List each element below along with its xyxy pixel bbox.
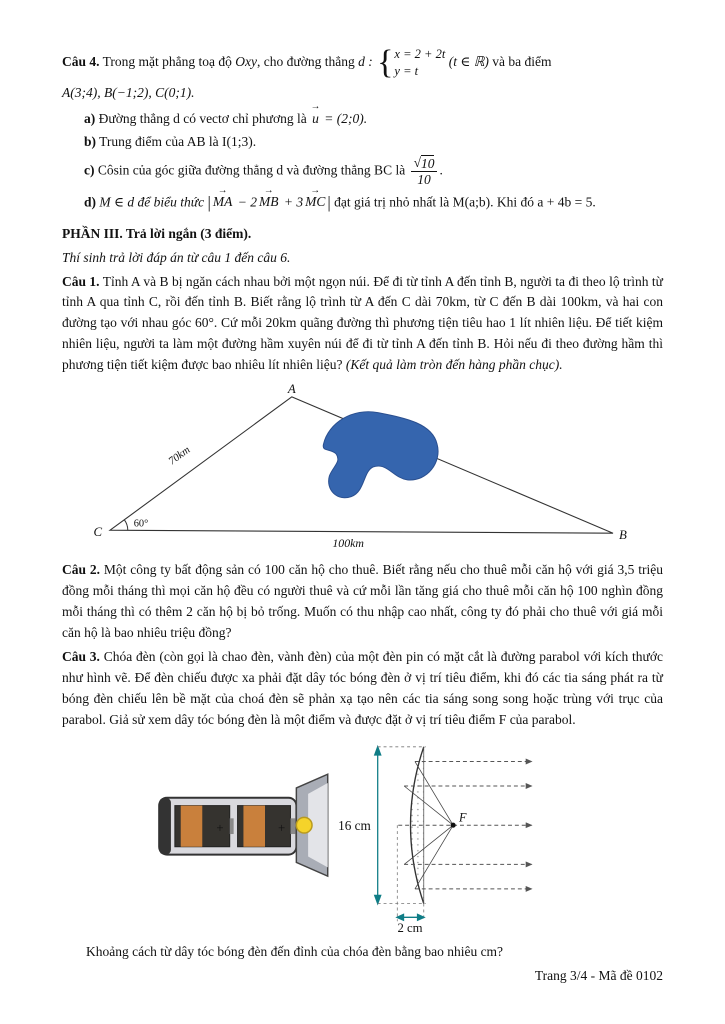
q3-final-question: Khoảng cách từ dây tóc bóng đèn đến đỉnh của chóa đèn bằng bao nhiêu cm? <box>86 944 504 960</box>
q4-points-line: A(3;4), B(−1;2), C(0;1). <box>62 84 195 100</box>
vector-ma: MA → <box>211 190 235 213</box>
q2-text: Một công ty bất động sản có 100 căn hộ cho thuê. Biết rằng nếu cho thuê mỗi căn hộ với giá 3,5 triệu đồng mỗi tháng thì mọi căn hộ đều có người thuê và cứ mỗi lần tăng giá cho thuê mỗi căn hộ 100 nghìn đồng mỗi tháng thì có thêm 2 căn hộ bị bỏ trống. Muốn có thu nhập cao nhất, công ty đó phải cho thuê với giá mỗi căn hộ là bao nhiêu triệu đồng? <box>62 562 664 640</box>
q4-item-c-label: c) <box>84 162 95 178</box>
q4-label: Câu 4. <box>62 53 100 69</box>
q4-item-b-label: b) <box>84 133 97 149</box>
mountain-blob <box>323 412 438 498</box>
q4-item-c-post: . <box>439 162 443 178</box>
battery-2-plus: + <box>277 821 285 836</box>
flashlight-parabola-figure <box>153 737 573 933</box>
q4-intro-pre: Trong mặt phẳng toạ độ <box>102 53 232 69</box>
q4-intro-mid: , cho đường thẳng <box>257 53 355 69</box>
q4-intro <box>62 43 663 81</box>
triangle-figure <box>93 383 633 551</box>
vertex-c-label: C <box>93 525 102 540</box>
vector-mc: MC → <box>303 190 327 213</box>
angle-arc <box>124 520 127 531</box>
flashlight-endcap <box>159 798 171 855</box>
flashlight-illustration <box>159 775 328 877</box>
q4-t-domain: (t ∈ ℝ) <box>448 53 489 69</box>
equation-bottom: y = t <box>394 63 419 78</box>
q4-intro-post: và ba điểm <box>492 53 552 69</box>
equation-top: x = 2 + 2t <box>394 47 446 61</box>
q4-oxy: Oxy <box>235 53 258 69</box>
height-measure <box>373 745 381 906</box>
q4-item-a-pre: Đường thẳng d có vectơ chỉ phương là <box>98 110 307 126</box>
q4-item-c-pre: Côsin của góc giữa đường thẳng d và đường thẳng BC là <box>97 162 406 178</box>
fraction-numerator <box>411 155 438 173</box>
page-footer: Trang 3/4 - Mã đề 0102 <box>534 968 663 984</box>
q3-text: Chóa đèn (còn gọi là chao đèn, vành đèn) của một đèn pin có mặt cắt là đường parabol với kích thước như hình vẽ. Để đèn chiếu được xa phải đặt dây tóc bóng đèn ở vị trí tiêu điểm, khi đó các tia sáng phát ra từ bóng đèn chiếu lên bề mặt của choá đèn sẽ phản xạ tạo nên các tia sáng song song hoặc trùng với trục của parabol. Giả sử xem dây tóc bóng đèn là một điểm và được đặt ở vị trí tiêu điểm F của parabol. <box>62 648 664 727</box>
q4-item-d-post: đạt giá trị nhỏ nhất là M(a;b). Khi đó a + 4b = 5. <box>334 194 596 210</box>
q4-item-d-mid2: + 3 <box>283 194 304 210</box>
triangle-figure-wrap <box>62 383 663 558</box>
q1-paragraph <box>62 272 663 377</box>
flashlight-figure-wrap <box>62 737 663 940</box>
radicand: 10 <box>420 155 435 171</box>
height-label: 16 cm <box>337 818 371 834</box>
sqrt-fraction <box>411 155 438 188</box>
part3-heading: PHẦN III. Trả lời ngắn (3 điểm). <box>62 225 252 241</box>
fraction-denominator: 10 <box>417 172 431 188</box>
q4-item-c <box>62 155 663 188</box>
radical-sign: √ <box>413 154 421 170</box>
q4-item-d-pre: M ∈ d để biểu thức <box>99 194 205 210</box>
battery-2-band <box>243 806 265 847</box>
angle-c-label: 60° <box>133 518 148 530</box>
part3-subheading: Thí sinh trả lời đáp án từ câu 1 đến câu 6. <box>62 249 291 265</box>
q4-item-b <box>62 132 663 153</box>
system-equations <box>394 46 445 80</box>
battery-2-terminal <box>290 819 295 835</box>
q4-item-d-mid1: − 2 <box>237 194 257 210</box>
width-label: 2 cm <box>396 921 423 934</box>
abs-bar-close: | <box>327 192 331 212</box>
q1-label: Câu 1. <box>62 273 100 289</box>
q3-label: Câu 3. <box>62 648 100 664</box>
q4-item-d-label: d) <box>84 194 97 210</box>
vector-u: u → <box>310 107 321 130</box>
side-ac-label: 70km <box>165 444 192 468</box>
flashlight-bulb <box>296 818 312 834</box>
q1-text: Tỉnh A và B bị ngăn cách nhau bởi một ngọn núi. Để đi từ tỉnh A đến tỉnh B, người ta đi theo lộ trình từ tỉnh A qua tỉnh C, rồi đến tỉnh B. Biết rằng lộ trình từ A đến C dài 70km, từ C đến B dài 100km, và hai con đường tạo với nhau góc 60°. Cứ mỗi 20km quãng đường thì phương tiện tiêu hao 1 lít nhiên liệu. Để tiết kiệm nhiên liệu, người ta làm một đường hầm xuyên núi để đi từ tỉnh A đến tỉnh B. Hỏi nếu đi theo đường hầm thì phương tiện tiết kiệm được bao nhiêu lít nhiên liệu? <box>62 273 663 373</box>
focus-label: F <box>458 810 467 825</box>
battery-1-terminal <box>229 819 233 835</box>
q4-item-d <box>62 190 663 216</box>
focus-point <box>450 823 455 828</box>
q2-label: Câu 2. <box>62 562 101 578</box>
side-cb-label: 100km <box>331 536 364 551</box>
q3-paragraph <box>62 647 663 731</box>
q4-points <box>62 83 663 104</box>
q4-item-a-post: = (2;0). <box>324 110 368 126</box>
q1-note: (Kết quả làm tròn đến hàng phần chục). <box>345 357 563 373</box>
equation-system <box>376 43 446 81</box>
system-brace: { <box>377 43 394 81</box>
vector-mb: MB → <box>257 190 281 213</box>
q4-item-a <box>62 107 663 130</box>
abs-bar-open: | <box>207 192 211 212</box>
battery-1-plus: + <box>215 821 224 836</box>
battery-1-band <box>180 806 202 847</box>
vertex-b-label: B <box>618 528 627 543</box>
vertex-a-label: A <box>287 383 296 397</box>
q4-item-a-label: a) <box>84 110 96 126</box>
q4-item-b-text: Trung điểm của AB là I(1;3). <box>99 133 257 149</box>
q4-d-label: d : <box>358 53 373 69</box>
q2-paragraph <box>62 560 663 644</box>
